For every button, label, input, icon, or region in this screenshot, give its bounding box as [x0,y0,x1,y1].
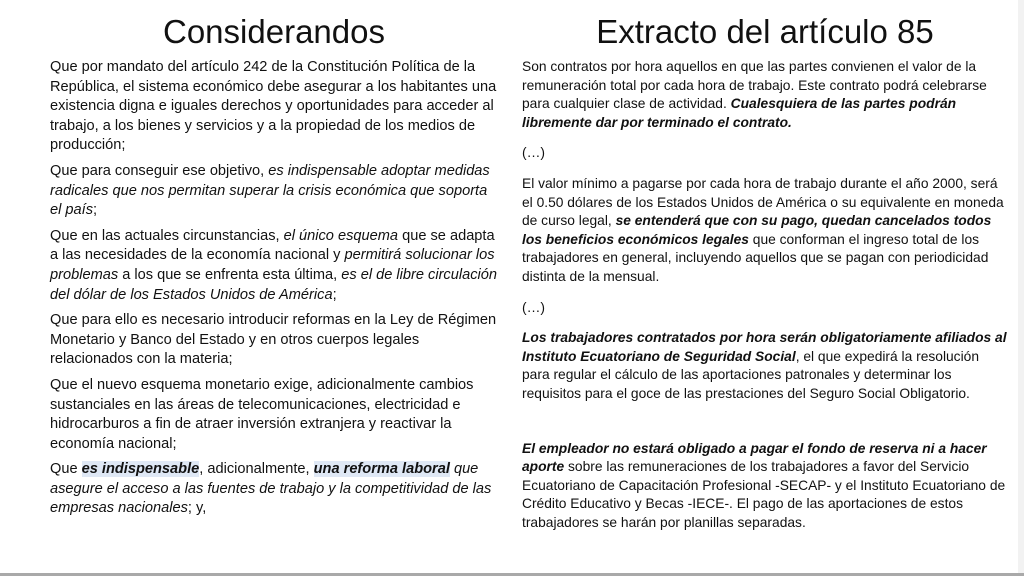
text-run: Que para conseguir ese objetivo, [50,162,269,179]
article-85-title: Extracto del artículo 85 [596,13,934,50]
text-run: sobre las remuneraciones de los trabajadores a favor del Servicio Ecuatoriano de Capacitación Profesional -SECAP- y el Instituto Ecuatoriano de Crédito Educativo y Becas -IECE-. El pago de las aportaciones de estos trabajadores se harán por planillas separadas. [522,459,1006,530]
paragraph [50,227,498,305]
text-run: Son contratos por hora aquellos en que las partes convienen el valor de la remuneración total por cada hora de trabajo. Este contrato podrá celebrarse para cualquier clase de actividad. [522,59,987,112]
text-run: (…) [522,299,545,315]
text-run: Que el nuevo esquema monetario exige, adicionalmente cambios sustanciales en las áreas de telecomunicaciones, electricidad e hidrocarburos a fin de atraer inversión extranjera y reactivar la economía nacional; [50,376,474,452]
text-run: El valor mínimo a pagarse por cada hora de trabajo durante el año 2000, será el 0.50 dólares de los Estados Unidos de América o su equivalente en moneda de curso legal, [522,175,1004,229]
text-run: ; [93,202,98,219]
paragraph [50,162,498,221]
paragraph [50,376,498,454]
text-run: (…) [522,145,545,161]
text-run: Que para ello es necesario introducir reformas en la Ley de Régimen Monetario y Banco del Estado y en otros cuerpos legales relacionados con la materia; [50,312,497,368]
text-run: ; y, [187,500,207,517]
paragraph [522,329,1008,403]
emphasized-text: Los trabajadores contratados por hora serán obligatoriamente afiliados al Instituto Ecuatoriano de Seguridad Social [522,330,1007,364]
paragraph [522,58,1008,132]
emphasized-text: se entenderá que con su pago, quedan cancelados todos los beneficios económicos legales [522,213,992,247]
text-run: a los que se enfrenta esta última, [118,266,342,283]
paragraph [50,58,498,156]
omission-marker [522,144,1008,163]
text-run: que se adapta a las necesidades de la economía nacional y [50,227,495,264]
text-run: Que en las actuales circunstancias, [50,227,284,244]
text-run: que conforman el ingreso total de los trabajadores en general, incluyendo aquellos que se pagan con periodicidad distinta de la mensual. [522,231,989,284]
omission-marker [522,299,1008,318]
paragraph [50,460,498,519]
emphasized-text: el único esquema [283,227,399,244]
emphasized-text: es indispensable [81,461,200,478]
emphasized-text: es indispensable adoptar medidas radicales que nos permitan superar la crisis económica que soporta el país [50,162,490,219]
text-run: ; [332,286,337,303]
paragraph-spacer [522,416,1008,440]
emphasized-text: es el de libre circulación del dólar de los Estados Unidos de América [50,266,497,303]
considerandos-body [50,58,498,525]
emphasized-text: que asegure el acceso a las fuentes de trabajo y la competitividad de las empresas nacionales [50,461,492,517]
text-run: Que [50,461,82,478]
text-run: , adicionalmente, [199,461,314,478]
emphasized-text: una reforma laboral [313,461,450,478]
article-85-body [522,58,1008,544]
text-run: , el que expedirá la resolución para regular el cálculo de las aportaciones patronales y determinar los requisitos para el goce de las prestaciones del Seguro Social Obligatorio. [522,348,979,401]
paragraph [522,175,1008,287]
emphasized-text: permitirá solucionar los problemas [50,247,495,283]
considerandos-title: Considerandos [163,13,385,50]
emphasized-text: Cualesquiera de las partes podrán libremente dar por terminado el contrato. [522,96,957,130]
paragraph [50,311,498,370]
window-right-edge [1018,0,1024,576]
paragraph [522,440,1008,533]
emphasized-text: El empleador no estará obligado a pagar el fondo de reserva ni a hacer aporte [522,440,987,475]
text-run: Que por mandato del artículo 242 de la Constitución Política de la República, el sistema económico debe asegurar a los habitantes una existencia digna e iguales derechos y oportunidades para acceder al trabajo, a los bienes y servicios y a la propiedad de los medios de producción; [50,59,497,154]
